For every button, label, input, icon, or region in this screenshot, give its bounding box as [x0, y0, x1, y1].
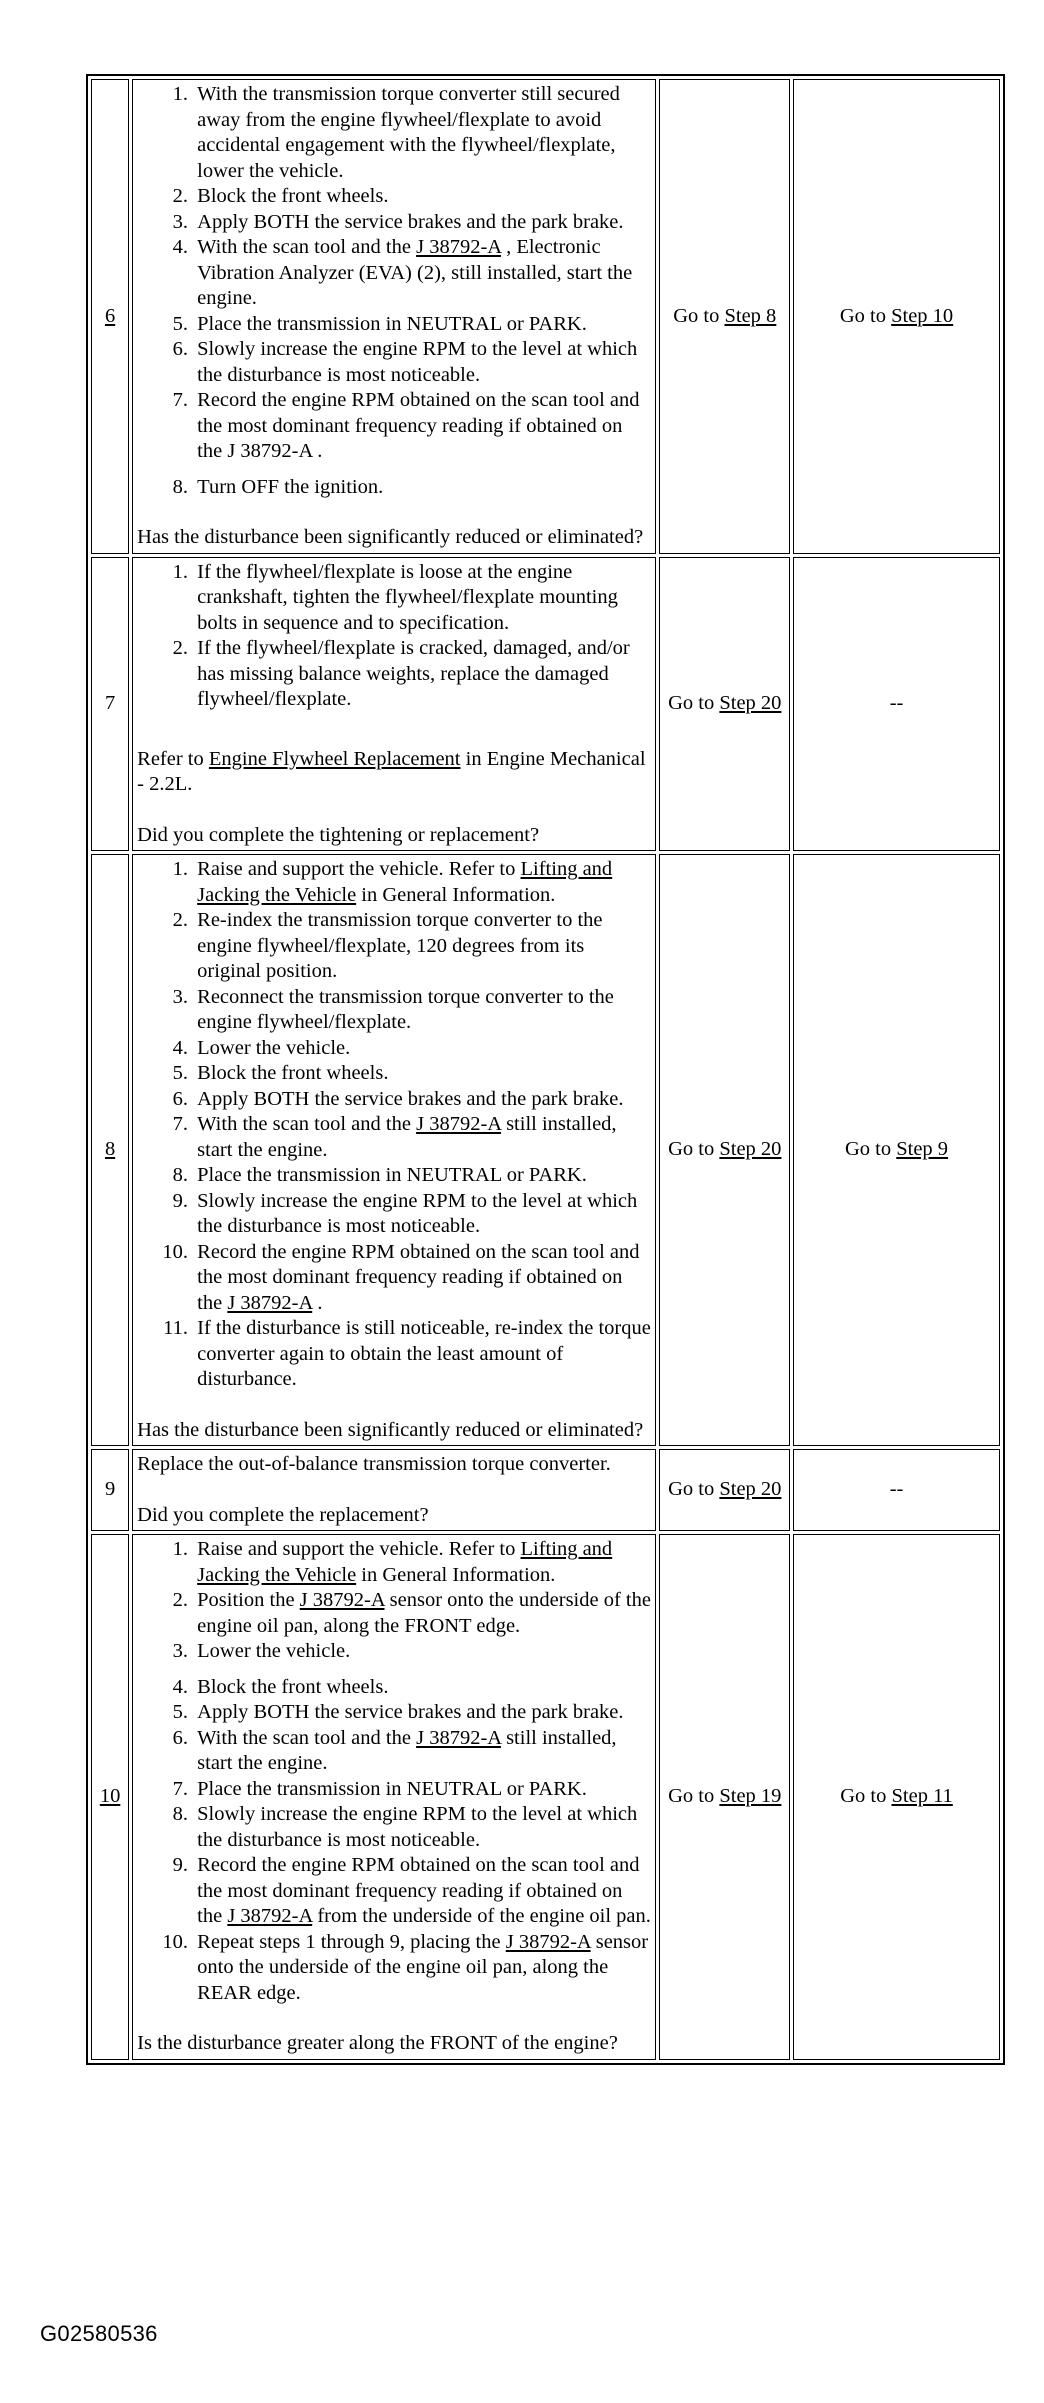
- step-number-link[interactable]: 6: [104, 304, 116, 327]
- list-item: 11. If the disturbance is still noticeable, re-index the torque converter again to obtain the least amount of disturbance.: [193, 1316, 651, 1393]
- cross-reference-link[interactable]: J 38792-A: [227, 1905, 313, 1927]
- action-cell: [132, 1449, 656, 1531]
- yes-step-link[interactable]: Step 20: [719, 1478, 782, 1501]
- yes-cell: [659, 79, 790, 554]
- yes-cell: [659, 557, 790, 852]
- no-placeholder: --: [889, 692, 904, 714]
- table-row: [91, 1534, 1000, 2060]
- list-item: 3. Apply BOTH the service brakes and the park brake.: [193, 210, 651, 236]
- step-number-cell: [91, 1449, 129, 1531]
- diagnostic-table-page: [86, 74, 1005, 2065]
- no-prefix: Go to: [840, 1785, 892, 1807]
- spacer: [137, 500, 651, 525]
- spacer: [137, 713, 651, 747]
- list-item: 10. Repeat steps 1 through 9, placing the J 38792-A sensor onto the underside of the engine oil pan, along the REAR edge.: [193, 1930, 651, 2007]
- procedure-list: [137, 1537, 651, 2006]
- yes-cell: [659, 1449, 790, 1531]
- no-cell: [793, 1534, 1000, 2060]
- diagnostic-table: [86, 74, 1005, 2065]
- list-item: 5. Place the transmission in NEUTRAL or PARK.: [193, 312, 651, 338]
- list-item: 1. Raise and support the vehicle. Refer to Lifting and Jacking the Vehicle in General Information.: [193, 857, 651, 908]
- cross-reference-link[interactable]: J 38792-A: [416, 1726, 501, 1749]
- question-text: Did you complete the replacement?: [137, 1503, 429, 1526]
- cross-reference-link[interactable]: J 38792-A: [299, 1589, 385, 1611]
- action-cell: [132, 557, 656, 852]
- no-prefix: Go to: [844, 1138, 897, 1161]
- action-paragraph: Replace the out-of-balance transmission torque converter.: [137, 1453, 611, 1475]
- list-item: 2. Block the front wheels.: [193, 184, 651, 210]
- list-item: 8. Place the transmission in NEUTRAL or PARK.: [193, 1163, 651, 1189]
- list-item: 7. Place the transmission in NEUTRAL or PARK.: [193, 1777, 651, 1803]
- step-number-cell: [91, 79, 129, 554]
- cross-reference-link[interactable]: J 38792-A: [505, 1930, 591, 1953]
- no-cell: [793, 1449, 1000, 1531]
- cross-reference-link[interactable]: Engine Flywheel Replacement: [208, 747, 461, 770]
- list-item: 1. With the transmission torque converter still secured away from the engine flywheel/flexplate to avoid accidental engagement with the flywheel/flexplate, lower the vehicle.: [193, 82, 651, 184]
- step-number-cell: [91, 557, 129, 852]
- table-row: [91, 854, 1000, 1446]
- table-row: [91, 1449, 1000, 1531]
- step-number-link[interactable]: 10: [99, 1785, 121, 1807]
- list-item: 2. If the flywheel/flexplate is cracked, damaged, and/or has missing balance weights, replace the damaged flywheel/flexplate.: [193, 636, 651, 713]
- list-item: 10. Record the engine RPM obtained on the scan tool and the most dominant frequency reading if obtained on the J 38792-A .: [193, 1240, 651, 1317]
- no-placeholder: --: [889, 1478, 904, 1501]
- list-item: 9. Record the engine RPM obtained on the scan tool and the most dominant frequency reading if obtained on the J 38792-A from the underside of the engine oil pan.: [193, 1853, 651, 1930]
- no-cell: [793, 557, 1000, 852]
- no-cell: [793, 854, 1000, 1446]
- procedure-list: [137, 857, 651, 1393]
- list-item: 2. Position the J 38792-A sensor onto the underside of the engine oil pan, along the FRONT edge.: [193, 1588, 651, 1639]
- list-item: 3. Reconnect the transmission torque converter to the engine flywheel/flexplate.: [193, 985, 651, 1036]
- list-item: 2. Re-index the transmission torque converter to the engine flywheel/flexplate, 120 degrees from its original position.: [193, 908, 651, 985]
- yes-cell: [659, 854, 790, 1446]
- list-item: 5. Apply BOTH the service brakes and the park brake.: [193, 1700, 651, 1726]
- list-item: 6. With the scan tool and the J 38792-A still installed, start the engine.: [193, 1726, 651, 1777]
- yes-prefix: Go to: [668, 1478, 720, 1501]
- yes-step-link[interactable]: Step 19: [719, 1785, 782, 1807]
- step-number-cell: [91, 854, 129, 1446]
- action-cell: [132, 854, 656, 1446]
- no-cell: [793, 79, 1000, 554]
- spacer: [137, 798, 651, 823]
- list-item: 1. Raise and support the vehicle. Refer to Lifting and Jacking the Vehicle in General Information.: [193, 1537, 651, 1588]
- list-item: 4. Block the front wheels.: [193, 1675, 651, 1701]
- cross-reference-link[interactable]: Lifting and Jacking the Vehicle: [197, 858, 613, 906]
- cross-reference-link[interactable]: J 38792-A: [416, 236, 501, 258]
- yes-cell: [659, 1534, 790, 2060]
- no-prefix: Go to: [839, 304, 892, 327]
- yes-step-link[interactable]: Step 8: [724, 304, 777, 327]
- list-item: 8. Turn OFF the ignition.: [193, 475, 651, 501]
- question-text: Is the disturbance greater along the FRONT of the engine?: [137, 2032, 618, 2054]
- figure-reference-id: G02580536: [40, 2321, 158, 2346]
- cross-reference-link[interactable]: Lifting and Jacking the Vehicle: [197, 1538, 613, 1586]
- question-text: Has the disturbance been significantly reduced or eliminated?: [137, 526, 644, 548]
- step-number: 9: [104, 1478, 116, 1501]
- list-item: 7. With the scan tool and the J 38792-A still installed, start the engine.: [193, 1112, 651, 1163]
- no-step-link[interactable]: Step 10: [891, 304, 954, 327]
- list-item: 7. Record the engine RPM obtained on the scan tool and the most dominant frequency reading if obtained on the J 38792-A .: [193, 388, 651, 465]
- cross-reference-link[interactable]: J 38792-A: [416, 1113, 501, 1135]
- action-cell: [132, 79, 656, 554]
- yes-step-link[interactable]: Step 20: [719, 692, 782, 714]
- yes-prefix: Go to: [668, 692, 720, 714]
- spacer: [137, 1478, 651, 1503]
- list-item: 5. Block the front wheels.: [193, 1061, 651, 1087]
- table-row: [91, 557, 1000, 852]
- reference-paragraph: Refer to Engine Flywheel Replacement in Engine Mechanical - 2.2L.: [137, 747, 646, 795]
- procedure-list: [137, 82, 651, 500]
- no-step-link[interactable]: Step 11: [891, 1785, 953, 1807]
- procedure-list: [137, 560, 651, 713]
- table-row: [91, 79, 1000, 554]
- yes-step-link[interactable]: Step 20: [719, 1138, 782, 1161]
- spacer: [137, 2006, 651, 2031]
- list-item: 3. Lower the vehicle.: [193, 1639, 651, 1665]
- list-item: 4. Lower the vehicle.: [193, 1036, 651, 1062]
- list-item: 9. Slowly increase the engine RPM to the level at which the disturbance is most noticeable.: [193, 1189, 651, 1240]
- spacer: [137, 1393, 651, 1418]
- yes-prefix: Go to: [668, 1785, 720, 1807]
- cross-reference-link[interactable]: J 38792-A: [227, 1291, 313, 1314]
- step-number: 7: [104, 692, 116, 714]
- list-item: 4. With the scan tool and the J 38792-A , Electronic Vibration Analyzer (EVA) (2), still installed, start the engine.: [193, 235, 651, 312]
- step-number-link[interactable]: 8: [104, 1138, 116, 1161]
- list-item: 6. Apply BOTH the service brakes and the park brake.: [193, 1087, 651, 1113]
- yes-prefix: Go to: [673, 304, 725, 327]
- list-item: 6. Slowly increase the engine RPM to the level at which the disturbance is most noticeable.: [193, 337, 651, 388]
- action-cell: [132, 1534, 656, 2060]
- question-text: Did you complete the tightening or replacement?: [137, 823, 540, 846]
- list-item: 1. If the flywheel/flexplate is loose at the engine crankshaft, tighten the flywheel/flexplate mounting bolts in sequence and to specification.: [193, 560, 651, 637]
- yes-prefix: Go to: [668, 1138, 720, 1161]
- no-step-link[interactable]: Step 9: [896, 1138, 949, 1161]
- step-number-cell: [91, 1534, 129, 2060]
- list-item: 8. Slowly increase the engine RPM to the level at which the disturbance is most noticeable.: [193, 1802, 651, 1853]
- question-text: Has the disturbance been significantly reduced or eliminated?: [137, 1418, 644, 1441]
